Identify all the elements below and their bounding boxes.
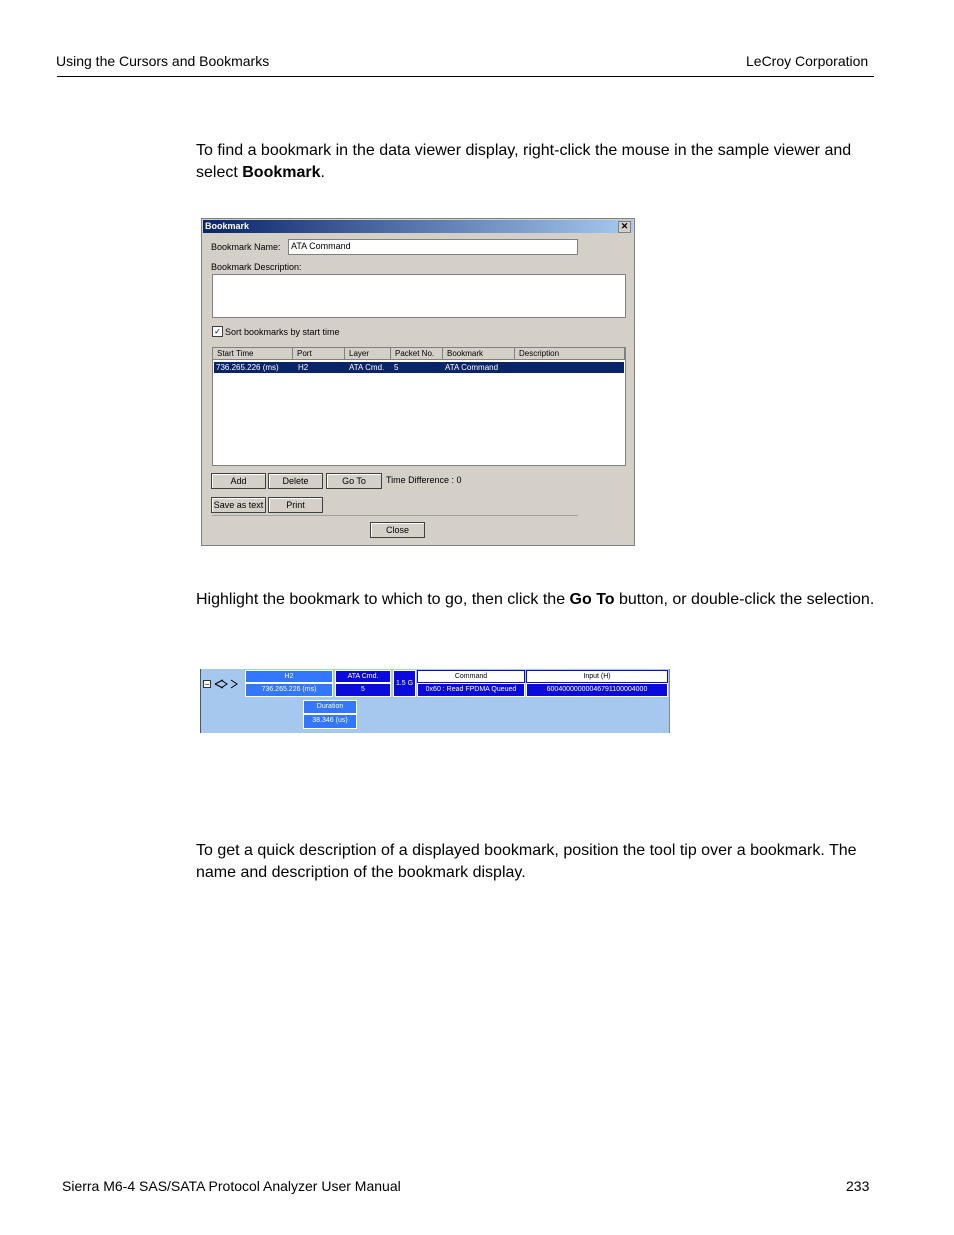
layer-header: ATA Cmd. <box>335 670 391 683</box>
port-header: H2 <box>245 670 333 683</box>
bookmark-arrow-icon <box>213 677 245 691</box>
dialog-separator <box>212 515 578 516</box>
save-as-text-button[interactable]: Save as text <box>211 497 266 513</box>
paragraph-tool-tip: To get a quick description of a displayed bookmark, position the tool tip over a bookmark. The name and description of the bookmark display. <box>196 842 857 881</box>
input-header: Input (H) <box>526 670 668 683</box>
paragraph-find-bookmark: To find a bookmark in the data viewer display, right-click the mouse in the sample viewer and select Bookmark. <box>196 142 852 181</box>
bookmark-name-input[interactable]: ATA Command <box>288 239 578 255</box>
bookmark-dialog <box>201 218 635 546</box>
bookmark-description-input[interactable] <box>212 274 626 318</box>
data-viewer-strip[interactable] <box>200 669 670 733</box>
cell-bookmark: ATA Command <box>445 363 499 372</box>
bookmark-list[interactable] <box>212 347 626 466</box>
table-row[interactable] <box>214 362 624 373</box>
add-button[interactable]: Add <box>211 473 266 489</box>
delete-button[interactable]: Delete <box>268 473 323 489</box>
time-difference-label: Time Difference : 0 <box>386 475 462 485</box>
close-icon[interactable]: ✕ <box>618 221 631 233</box>
print-button[interactable]: Print <box>268 497 323 513</box>
go-to-button[interactable]: Go To <box>326 473 382 489</box>
page-number: 233 <box>846 1178 870 1194</box>
header-section-title: Using the Cursors and Bookmarks <box>56 53 270 69</box>
column-header-packet-no[interactable]: Packet No. <box>391 348 443 360</box>
speed-cell: 1.5 G <box>393 670 416 697</box>
column-header-start-time[interactable]: Start Time <box>213 348 293 360</box>
sort-checkbox-label: Sort bookmarks by start time <box>225 327 340 337</box>
sort-checkbox[interactable]: ✓ <box>212 326 223 337</box>
bookmark-name-label: Bookmark Name: <box>211 242 281 252</box>
column-header-port[interactable]: Port <box>293 348 345 360</box>
cell-start-time: 736.265.226 (ms) <box>216 363 279 372</box>
close-button[interactable]: Close <box>370 522 425 538</box>
command-cell: 0x60 : Read FPDMA Queued <box>417 683 525 697</box>
header-rule <box>57 76 874 77</box>
time-cell: 736.265.226 (ms) <box>245 683 333 697</box>
duration-header: Duration <box>303 700 357 714</box>
packet-cell: 5 <box>335 683 391 697</box>
command-header: Command <box>417 670 525 683</box>
column-header-layer[interactable]: Layer <box>345 348 391 360</box>
duration-cell: 38.346 (us) <box>303 714 357 729</box>
dialog-title: Bookmark <box>205 221 250 231</box>
cell-layer: ATA Cmd. <box>349 363 385 372</box>
paragraph-go-to: Highlight the bookmark to which to go, then click the Go To button, or double-click the selection. <box>196 591 875 608</box>
expand-toggle-icon[interactable]: − <box>204 680 210 689</box>
footer-manual-title: Sierra M6-4 SAS/SATA Protocol Analyzer User Manual <box>62 1178 401 1194</box>
column-header-bookmark[interactable]: Bookmark <box>443 348 515 360</box>
input-cell: 60040000000046791100004000 <box>526 683 668 697</box>
column-header-description[interactable]: Description <box>515 348 625 360</box>
bookmark-description-label: Bookmark Description: <box>211 262 302 272</box>
cell-port: H2 <box>298 363 309 372</box>
header-company: LeCroy Corporation <box>746 53 869 69</box>
cell-packet-no: 5 <box>394 363 399 372</box>
dialog-titlebar <box>203 220 633 233</box>
